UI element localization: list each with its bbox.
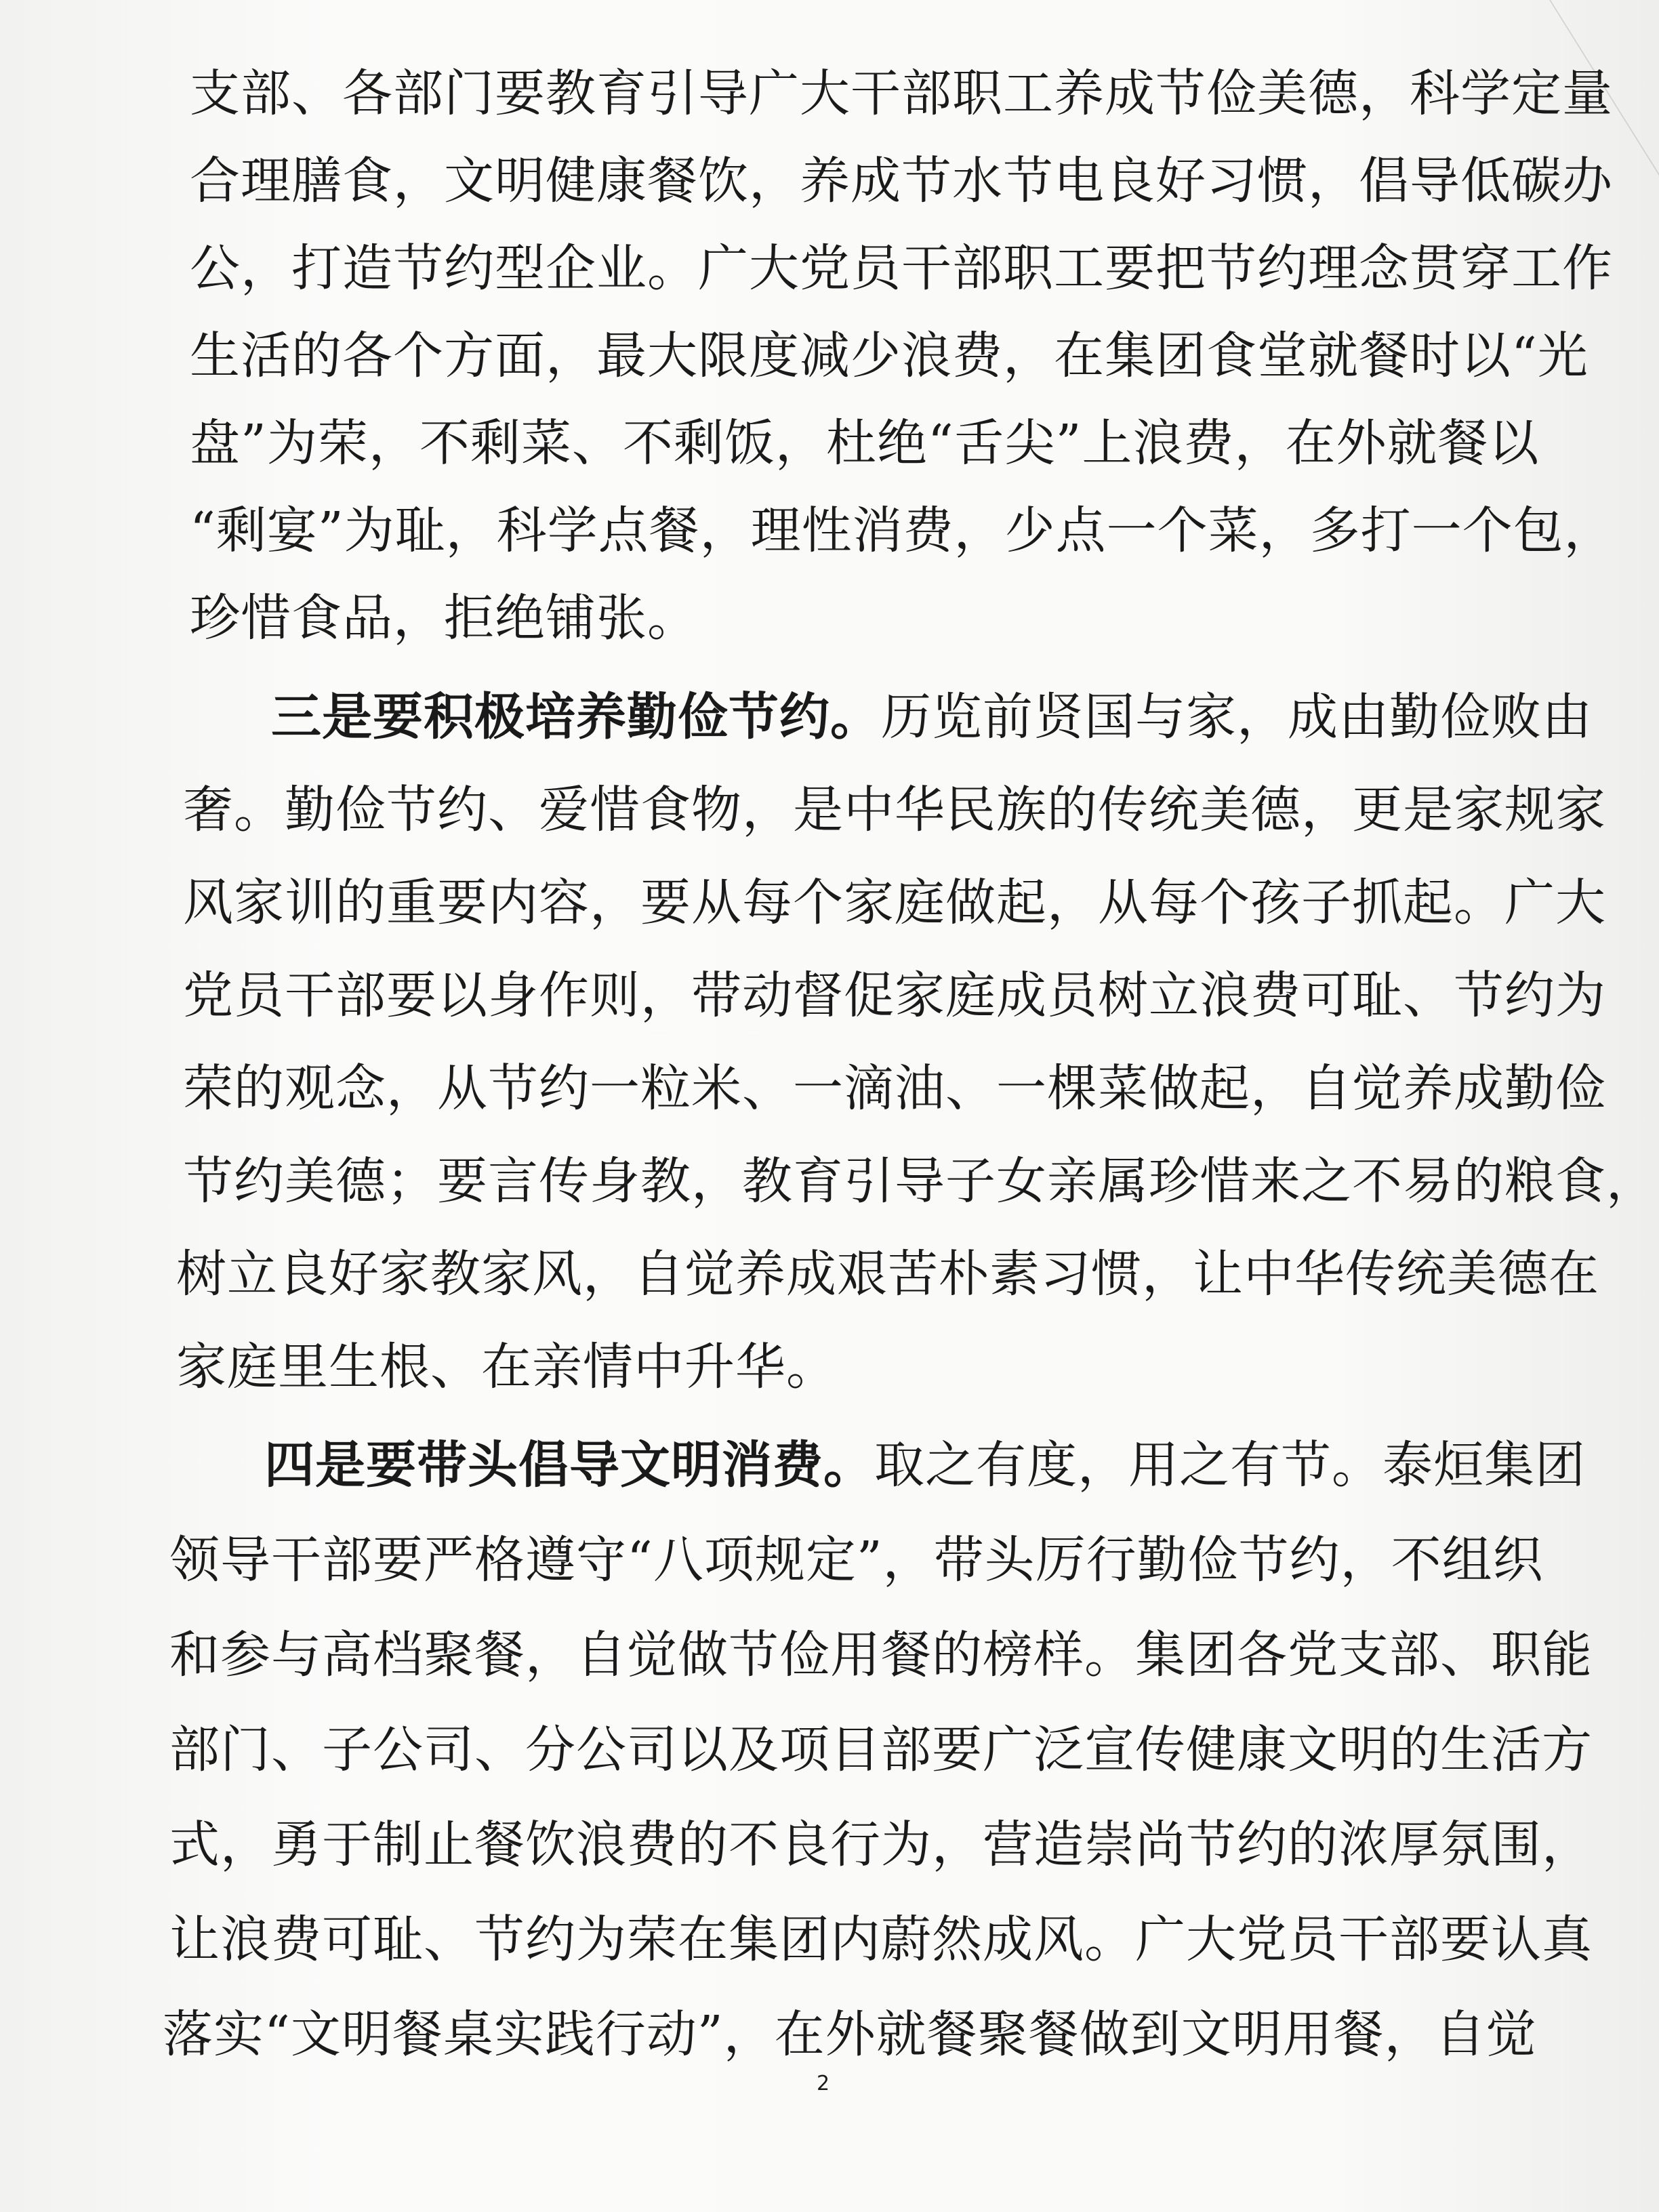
text-line (190, 497, 1615, 565)
text-line-content: 党员干部要以身作则，带动督促家庭成员树立浪费可耻、节约为 (183, 966, 1606, 1025)
text-line (183, 1147, 1657, 1215)
text-line-content: 奢。勤俭节约、爱惜食物，是中华民族的传统美德，更是家规家 (183, 781, 1606, 839)
text-line (190, 322, 1589, 390)
text-line (190, 234, 1613, 302)
text-line-content: 节约美德；要言传身教，教育引导子女亲属珍惜来之不易的粮食， (183, 1152, 1657, 1210)
text-line (190, 147, 1613, 215)
paragraph-heading: 四是要带头倡导文明消费。 (264, 1436, 874, 1494)
text-line (169, 1526, 1544, 1594)
text-line-content: 家庭里生根、在亲情中升华。 (176, 1338, 837, 1396)
text-line (169, 1621, 1593, 1689)
text-line-content: 让浪费可耻、节约为荣在集团内蔚然成风。广大党员干部要认真 (169, 1910, 1593, 1969)
paragraph-start-line (271, 683, 1593, 751)
text-line-content: 历览前贤国与家，成由勤俭败由 (881, 688, 1593, 746)
text-line (190, 584, 698, 652)
text-line-content: 珍惜食品，拒绝铺张。 (190, 589, 698, 647)
text-line-content: 式，勇于制止餐饮浪费的不良行为，营造崇尚节约的浓厚氛围， (169, 1816, 1593, 1874)
text-line-content: 荣的观念，从节约一粒米、一滴油、一棵菜做起，自觉养成勤俭 (183, 1059, 1606, 1118)
text-line (176, 1240, 1599, 1308)
text-line-content: 落实“文明餐桌实践行动”，在外就餐聚餐做到文明用餐，自觉 (163, 2005, 1537, 2064)
text-line-content: 支部、各部门要教育引导广大干部职工养成节俭美德，科学定量 (190, 64, 1613, 123)
text-line (169, 1906, 1593, 1973)
text-line-content: 部门、子公司、分公司以及项目部要广泛宣传健康文明的生活方 (169, 1721, 1593, 1779)
text-line-content: 生活的各个方面，最大限度减少浪费，在集团食堂就餐时以“光 (190, 327, 1589, 385)
text-line (183, 1054, 1606, 1122)
text-line (183, 962, 1606, 1029)
paragraph-heading: 三是要积极培养勤俭节约。 (271, 688, 881, 746)
text-line-content: “剩宴”为耻，科学点餐，理性消费，少点一个菜，多打一个包， (190, 501, 1615, 560)
text-line-content: 公，打造节约型企业。广大党员干部职工要把节约理念贯穿工作 (190, 239, 1613, 298)
text-line (169, 1811, 1593, 1879)
text-line-content: 领导干部要严格遵守“八项规定”，带头厉行勤俭节约，不组织 (169, 1531, 1544, 1589)
text-line (169, 1716, 1593, 1784)
text-line (190, 60, 1613, 127)
text-line (183, 776, 1606, 844)
text-line-content: 合理膳食，文明健康餐饮，养成节水节电良好习惯，倡导低碳办 (190, 152, 1613, 210)
text-line (176, 1333, 837, 1401)
text-line-content: 风家训的重要内容，要从每个家庭做起，从每个孩子抓起。广大 (183, 874, 1606, 932)
text-line (163, 2001, 1537, 2068)
page-number: 2 (817, 2072, 830, 2095)
text-line-content: 和参与高档聚餐，自觉做节俭用餐的榜样。集团各党支部、职能 (169, 1626, 1593, 1684)
text-line (183, 869, 1606, 937)
text-line-content: 取之有度，用之有节。泰烜集团 (874, 1436, 1586, 1494)
paragraph-start-line (264, 1431, 1586, 1499)
text-line (190, 409, 1540, 477)
text-line-content: 树立良好家教家风，自觉养成艰苦朴素习惯，让中华传统美德在 (176, 1245, 1599, 1303)
text-line-content: 盘”为荣，不剩菜、不剩饭，杜绝“舌尖”上浪费，在外就餐以 (190, 414, 1540, 472)
